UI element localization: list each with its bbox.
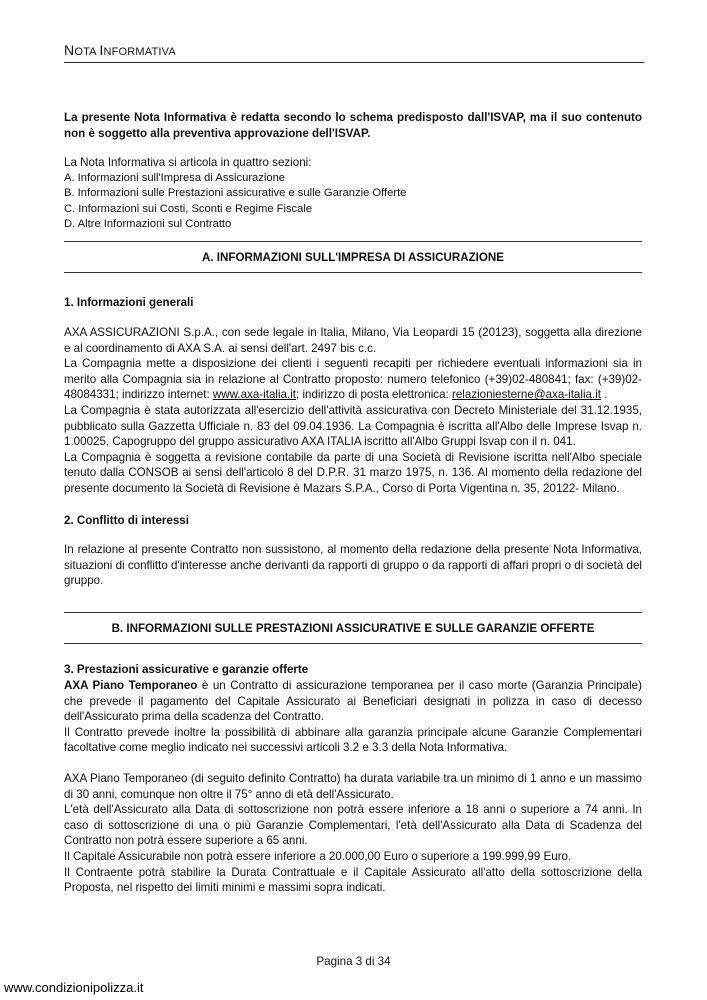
section-b-p4: L'età dell'Assicurato alla Data di sottoscrizione non potrà essere inferiore a 18 anni o superiore a 74 anni. In caso di sottoscrizione di una o più Garanzie Complementari, l'età dell'Assicurato alla Data di Scadenza del Contratto non potrà essere superiore a 65 anni. <box>64 803 642 848</box>
section-a-p5: In relazione al presente Contratto non sussistono, al momento della redazione della presente Nota Informativa, situazioni di conflitto d'interesse anche derivanti da rapporti di gruppo o da rapporti di affari propri o di società del gruppo. <box>64 543 642 588</box>
intro-articolazione: La Nota Informativa si articola in quattro sezioni: <box>64 156 312 170</box>
website-link[interactable]: www.axa-italia.it <box>212 388 297 402</box>
page-number: Pagina 3 di 34 <box>316 955 391 968</box>
email-link[interactable]: relazioniesterne@axa-italia.it <box>451 388 602 402</box>
section-a-p2: La Compagnia mette a disposizione dei clienti i seguenti recapiti per richiedere eventuali informazioni sia in merito alla Compagnia sia in relazione al Contratto proposto: numero telefonico (+39)02-480841; fax: (+39)02-48084331; indirizzo internet: www.axa-italia.it; indirizzo di posta elettronica: relazioniesterne@axa-italia.it . <box>64 357 642 402</box>
header-title-ota: OTA <box>74 46 100 58</box>
watermark-url: www.condizionipolizza.it <box>4 980 144 995</box>
intro-bold-paragraph: La presente Nota Informativa è redatta secondo lo schema predisposto dall'ISVAP, ma il suo contenuto non è soggetto alla preventiva approvazione dell'ISVAP. <box>64 111 642 140</box>
section-b-p1: AXA Piano Temporaneo è un Contratto di assicurazione temporanea per il caso morte (Garanzia Principale) che prevede il pagamento del Capitale Assicurato ai Beneficiari designati in polizza in caso di decesso dell'Assicurato prima della scadenza del Contratto. <box>64 679 642 724</box>
toc-item-d: D. Altre Informazioni sul Contratto <box>64 218 232 231</box>
section-toc <box>64 171 642 233</box>
section-a-p4: La Compagnia è soggetta a revisione contabile da parte di una Società di Revisione iscritta nell'Albo speciale tenuto dalla CONSOB ai sensi dell'articolo 8 del D.P.R. 31 marzo 1975, n. 136. Al momento della redazione del presente documento la Società di Revisione è Mazars S.P.A., Corso di Porta Vigentina n. 35, 20122- Milano. <box>64 450 642 495</box>
toc-item-a: A. Informazioni sull'Impresa di Assicurazione <box>64 171 286 184</box>
section-b-p6: Il Contraente potrà stabilire la Durata Contrattuale e il Capitale Assicurato all'atto della sottoscrizione della Proposta, nel rispetto dei limiti minimi e massimi sopra indicati. <box>64 865 642 895</box>
section-a-p1: AXA ASSICURAZIONI S.p.A., con sede legale in Italia, Milano, Via Leopardi 15 (20123), soggetta alla direzione e al coordinamento di AXA S.A. ai sensi dell'art. 2497 bis c.c. <box>64 325 642 355</box>
section-b-title: B. INFORMAZIONI SULLE PRESTAZIONI ASSICURATIVE E SULLE GARANZIE OFFERTE <box>64 612 642 645</box>
section-a-title: A. INFORMAZIONI SULL'IMPRESA DI ASSICURAZIONE <box>64 241 642 274</box>
section-a-p3: La Compagnia è stata autorizzata all'esercizio dell'attività assicurativa con Decreto Ministeriale del 31.12.1935, pubblicato sulla Gazzetta Ufficiale n. 83 del 09.04.1936. La Compagnia è iscritta all'Albo delle Imprese Isvap n. 1.00025, Capogruppo del gruppo assicurativo AXA ITALIA iscritto all'Albo Gruppi Isvap con il n. 041. <box>64 403 642 449</box>
heading-informazioni-generali: 1. Informazioni generali <box>64 296 194 310</box>
heading-conflitto-interessi: 2. Conflitto di interessi <box>64 513 189 527</box>
section-b-p5: Il Capitale Assicurabile non potrà essere inferiore a 20.000,00 Euro o superiore a 199.999,99 Euro. <box>64 850 572 863</box>
page-header <box>64 42 644 63</box>
toc-item-b: B. Informazioni sulle Prestazioni assicurative e sulle Garanzie Offerte <box>64 187 407 200</box>
header-title-n: N <box>64 42 75 58</box>
section-b-p2: Il Contratto prevede inoltre la possibilità di abbinare alla garanzia principale alcune Garanzie Complementari facoltative come meglio indicato nei successivi articoli 3.2 e 3.3 della Nota Informativa. <box>64 725 642 755</box>
toc-item-c: C. Informazioni sui Costi, Sconti e Regime Fiscale <box>64 202 313 215</box>
document-body <box>64 110 642 896</box>
section-b-p3: AXA Piano Temporaneo (di seguito definito Contratto) ha durata variabile tra un minimo di 1 anno e un massimo di 30 anni, comunque non oltre il 75° anno di età dell'Assicurato. <box>64 772 642 801</box>
product-name: AXA Piano Temporaneo <box>64 679 198 693</box>
heading-prestazioni: 3. Prestazioni assicurative e garanzie offerte <box>64 663 309 677</box>
header-title-nformativa: NFORMATIVA <box>103 46 176 58</box>
header-title-i: I <box>99 42 104 58</box>
